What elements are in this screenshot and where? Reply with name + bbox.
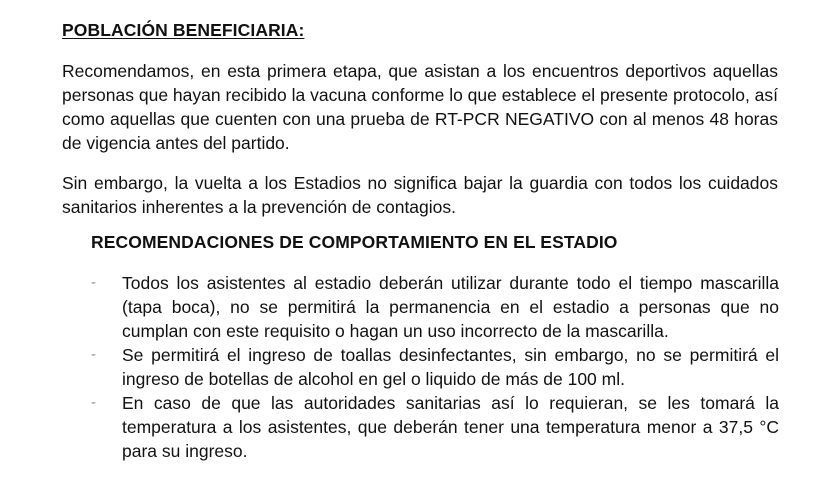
paragraph-caution: Sin embargo, la vuelta a los Estadios no significa bajar la guardia con todos los cuidados sanitarios inherentes a la prevención de contagios. [62,173,778,217]
list-item [91,391,779,463]
list-item-text: En caso de que las autoridades sanitarias así lo requieran, se les tomará la temperatura a los asistentes, que deberán tener una temperatura menor a 37,5 °C para su ingreso. [122,393,779,461]
section-heading: POBLACIÓN BENEFICIARIA: [62,20,305,40]
subsection-heading: RECOMENDACIONES DE COMPORTAMIENTO EN EL ESTADIO [91,232,618,252]
list-item [91,271,779,343]
recommendations-list [91,271,779,463]
list-item-text: Se permitirá el ingreso de toallas desinfectantes, sin embargo, no se permitirá el ingreso de botellas de alcohol en gel o liquido de más de 100 ml. [122,345,779,389]
dash-bullet-icon: - [91,394,96,411]
list-item-text: Todos los asistentes al estadio deberán utilizar durante todo el tiempo mascarilla (tapa boca), no se permitirá la permanencia en el estadio a personas que no cumplan con este requisito o hagan un uso incorrecto de la mascarilla. [122,273,779,341]
dash-bullet-icon: - [91,346,96,363]
list-item [91,343,779,391]
paragraph-recommendation: Recomendamos, en esta primera etapa, que asistan a los encuentros deportivos aquellas personas que hayan recibido la vacuna conforme lo que establece el presente protocolo, así como aquellas que cuenten con una prueba de RT-PCR NEGATIVO con al menos 48 horas de vigencia antes del partido. [62,61,779,153]
dash-bullet-icon: - [91,274,96,291]
